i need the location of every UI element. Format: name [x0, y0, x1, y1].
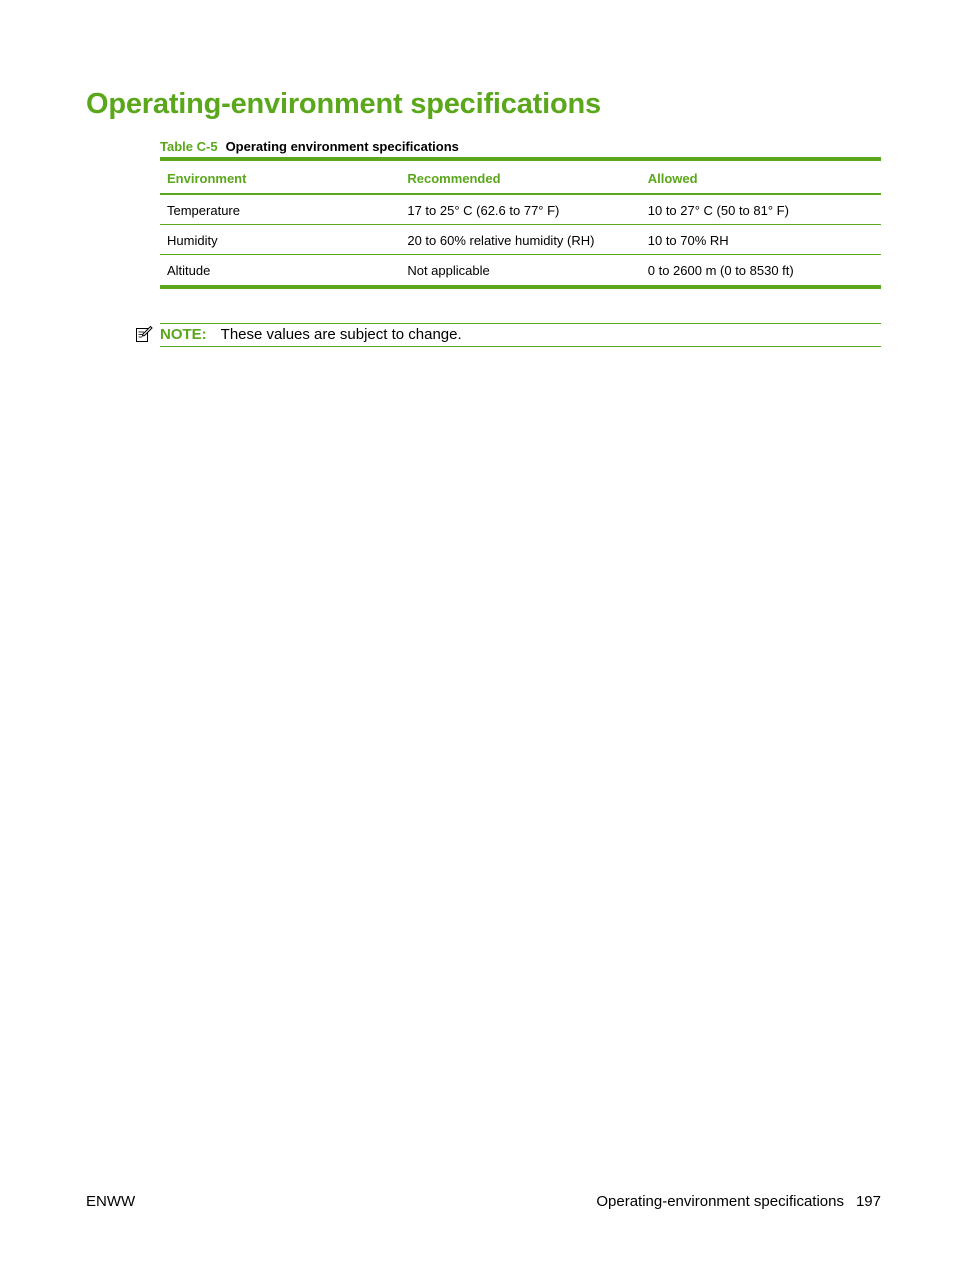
table-row — [160, 255, 881, 288]
table-cell: 10 to 27° C (50 to 81° F) — [640, 194, 881, 225]
header-recommended: Recommended — [400, 159, 640, 194]
table-cell: 17 to 25° C (62.6 to 77° F) — [400, 194, 640, 225]
table-cell: Not applicable — [400, 255, 640, 288]
table-cell: Altitude — [160, 255, 400, 288]
table-cell: Temperature — [160, 194, 400, 225]
table-caption — [160, 139, 459, 154]
table-cell: 10 to 70% RH — [640, 225, 881, 255]
note-label: NOTE: — [160, 326, 207, 343]
footer-right — [596, 1193, 881, 1210]
spec-table — [160, 157, 881, 289]
note-box — [160, 323, 881, 347]
note-pencil-icon — [135, 325, 153, 343]
page-title: Operating-environment specifications — [86, 88, 601, 120]
header-environment: Environment — [160, 159, 400, 194]
table-row — [160, 194, 881, 225]
footer-left: ENWW — [86, 1193, 136, 1210]
table-caption-number: Table C-5 — [160, 139, 218, 154]
table-caption-text: Operating environment specifications — [225, 139, 459, 154]
table-header-row — [160, 159, 881, 194]
page-number: 197 — [855, 1193, 881, 1210]
header-allowed: Allowed — [640, 159, 881, 194]
note-text: These values are subject to change. — [220, 326, 462, 343]
table-cell: 0 to 2600 m (0 to 8530 ft) — [640, 255, 881, 288]
table-cell: Humidity — [160, 225, 400, 255]
footer-section: Operating-environment specifications — [596, 1193, 844, 1210]
table-cell: 20 to 60% relative humidity (RH) — [400, 225, 640, 255]
table-row — [160, 225, 881, 255]
